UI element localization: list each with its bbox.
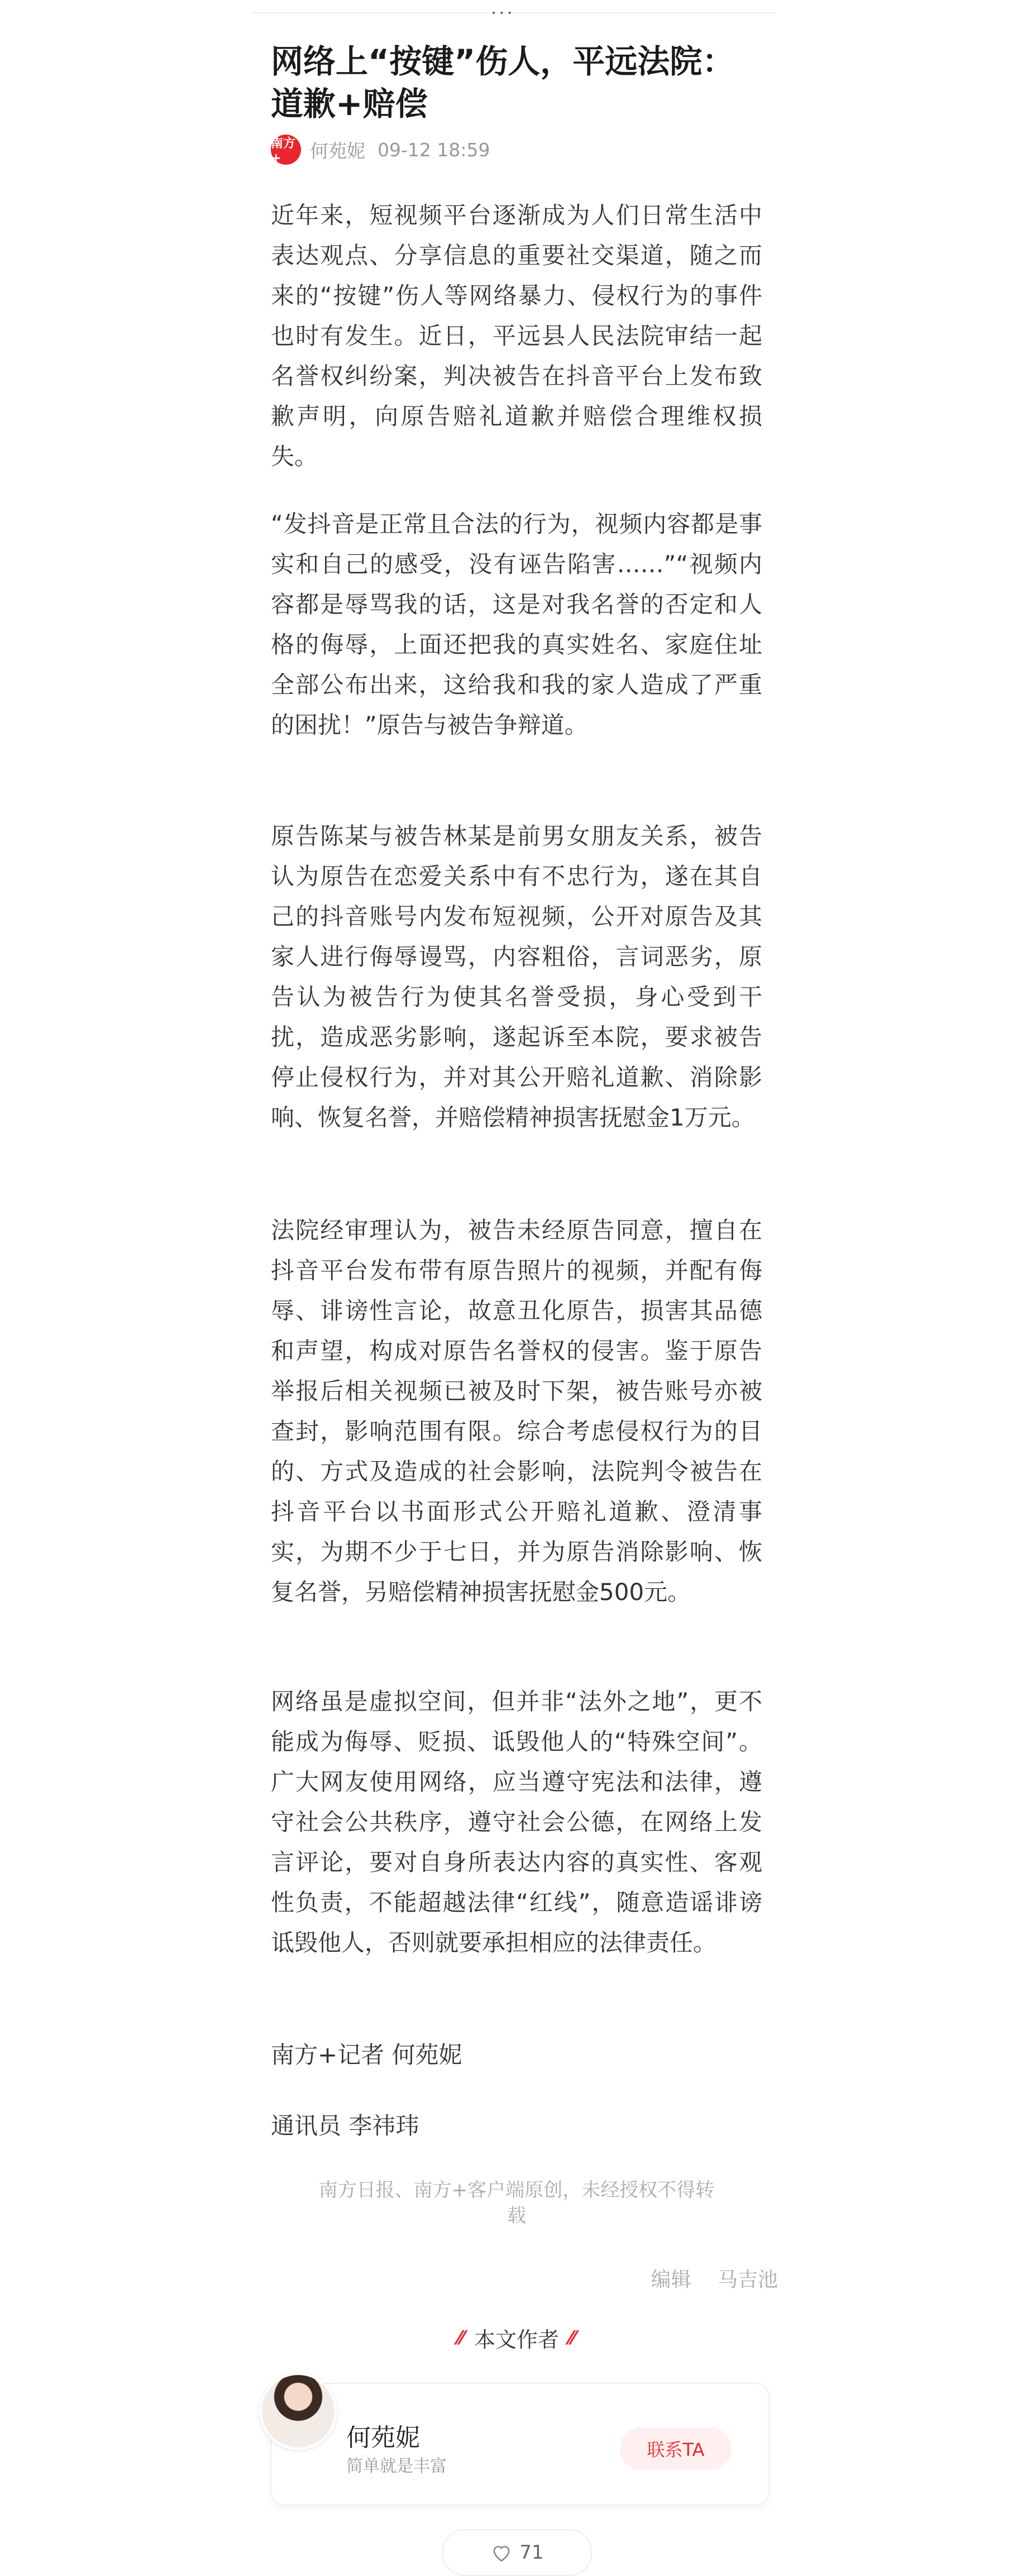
publish-time: 09-12 18:59 — [378, 138, 490, 161]
article-title: 网络上“按键”伤人，平远法院：道歉+赔偿 — [271, 42, 735, 123]
author-card-name[interactable]: 何苑妮 — [346, 2424, 420, 2452]
author-section-heading — [430, 2323, 603, 2353]
reporter-credit: 南方+记者 何苑妮 — [271, 2041, 462, 2069]
author-section-label: 本文作者 — [474, 2328, 559, 2352]
paragraph: 网络虽是虚拟空间，但并非“法外之地”，更不能成为侮辱、贬损、诋毁他人的“特殊空间”。广大网友使用网络，应当遵守宪法和法律，遵守社会公共秩序，遵守社会公德，在网络上发言评论，要对自身所表达内容的真实性、客观性负责，不能超越法律“红线”，随意造谣诽谤诋毁他人，否则就要承担相应的法律责任。 — [271, 1688, 762, 1956]
correspondent-credit: 通讯员 李祎玮 — [271, 2112, 419, 2139]
article-meta — [271, 134, 490, 165]
source-logo-icon: 南方+ — [271, 135, 301, 165]
author-name[interactable]: 何苑妮 — [310, 140, 365, 162]
paragraph: 原告陈某与被告林某是前男女朋友关系，被告认为原告在恋爱关系中有不忠行为，遂在其自己的抖音账号内发布短视频，公开对原告及其家人进行侮辱谩骂，内容粗俗，言词恶劣，原告认为被告行为使其名誉受损，身心受到干扰，造成恶劣影响，遂起诉至本院，要求被告停止侵权行为，并对其公开赔礼道歉、消除影响、恢复名誉，并赔偿精神损害抚慰金1万元。 — [271, 822, 762, 1131]
paragraph: 法院经审理认为，被告未经原告同意，擅自在抖音平台发布带有原告照片的视频，并配有侮辱、诽谤性言论，故意丑化原告，损害其品德和声望，构成对原告名誉权的侵害。鉴于原告举报后相关视频已被及时下架，被告账号亦被查封，影响范围有限。综合考虑侵权行为的目的、方式及造成的社会影响，法院判令被告在抖音平台以书面形式公开赔礼道歉、澄清事实，为期不少于七日，并为原告消除影响、恢复名誉，另赔偿精神损害抚慰金500元。 — [271, 1217, 762, 1606]
page-indicator-dots: ••• — [491, 9, 515, 18]
paragraph: “发抖音是正常且合法的行为，视频内容都是事实和自己的感受，没有诬告陷害……”“视频内容都是辱骂我的话，这是对我名誉的否定和人格的侮辱，上面还把我的真实姓名、家庭住址全部公布出来，这给我和我的家人造成了严重的困扰！”原告与被告争辩道。 — [271, 510, 762, 739]
decorative-slash-icon: ⁄⁄ — [457, 2326, 464, 2349]
author-card-signature: 简单就是丰富 — [346, 2457, 447, 2476]
heart-icon — [490, 2543, 513, 2563]
like-button[interactable] — [442, 2529, 592, 2576]
contact-author-button[interactable]: 联系TA — [620, 2427, 732, 2470]
paragraph: 近年来，短视频平台逐渐成为人们日常生活中表达观点、分享信息的重要社交渠道，随之而来的“按键”伤人等网络暴力、侵权行为的事件也时有发生。近日，平远县人民法院审结一起名誉权纠纷案，判决被告在抖音平台上发布致歉声明，向原告赔礼道歉并赔偿合理维权损失。 — [271, 202, 762, 470]
copyright-notice: 南方日报、南方+客户端原创，未经授权不得转载 — [318, 2179, 715, 2227]
decorative-slash-icon: ⁄⁄ — [569, 2326, 576, 2349]
editor-label: 编辑 — [651, 2268, 691, 2291]
author-avatar[interactable] — [260, 2373, 337, 2450]
like-count: 71 — [519, 2541, 544, 2564]
editor-name: 马吉池 — [717, 2268, 778, 2291]
editor-row — [651, 2264, 778, 2292]
